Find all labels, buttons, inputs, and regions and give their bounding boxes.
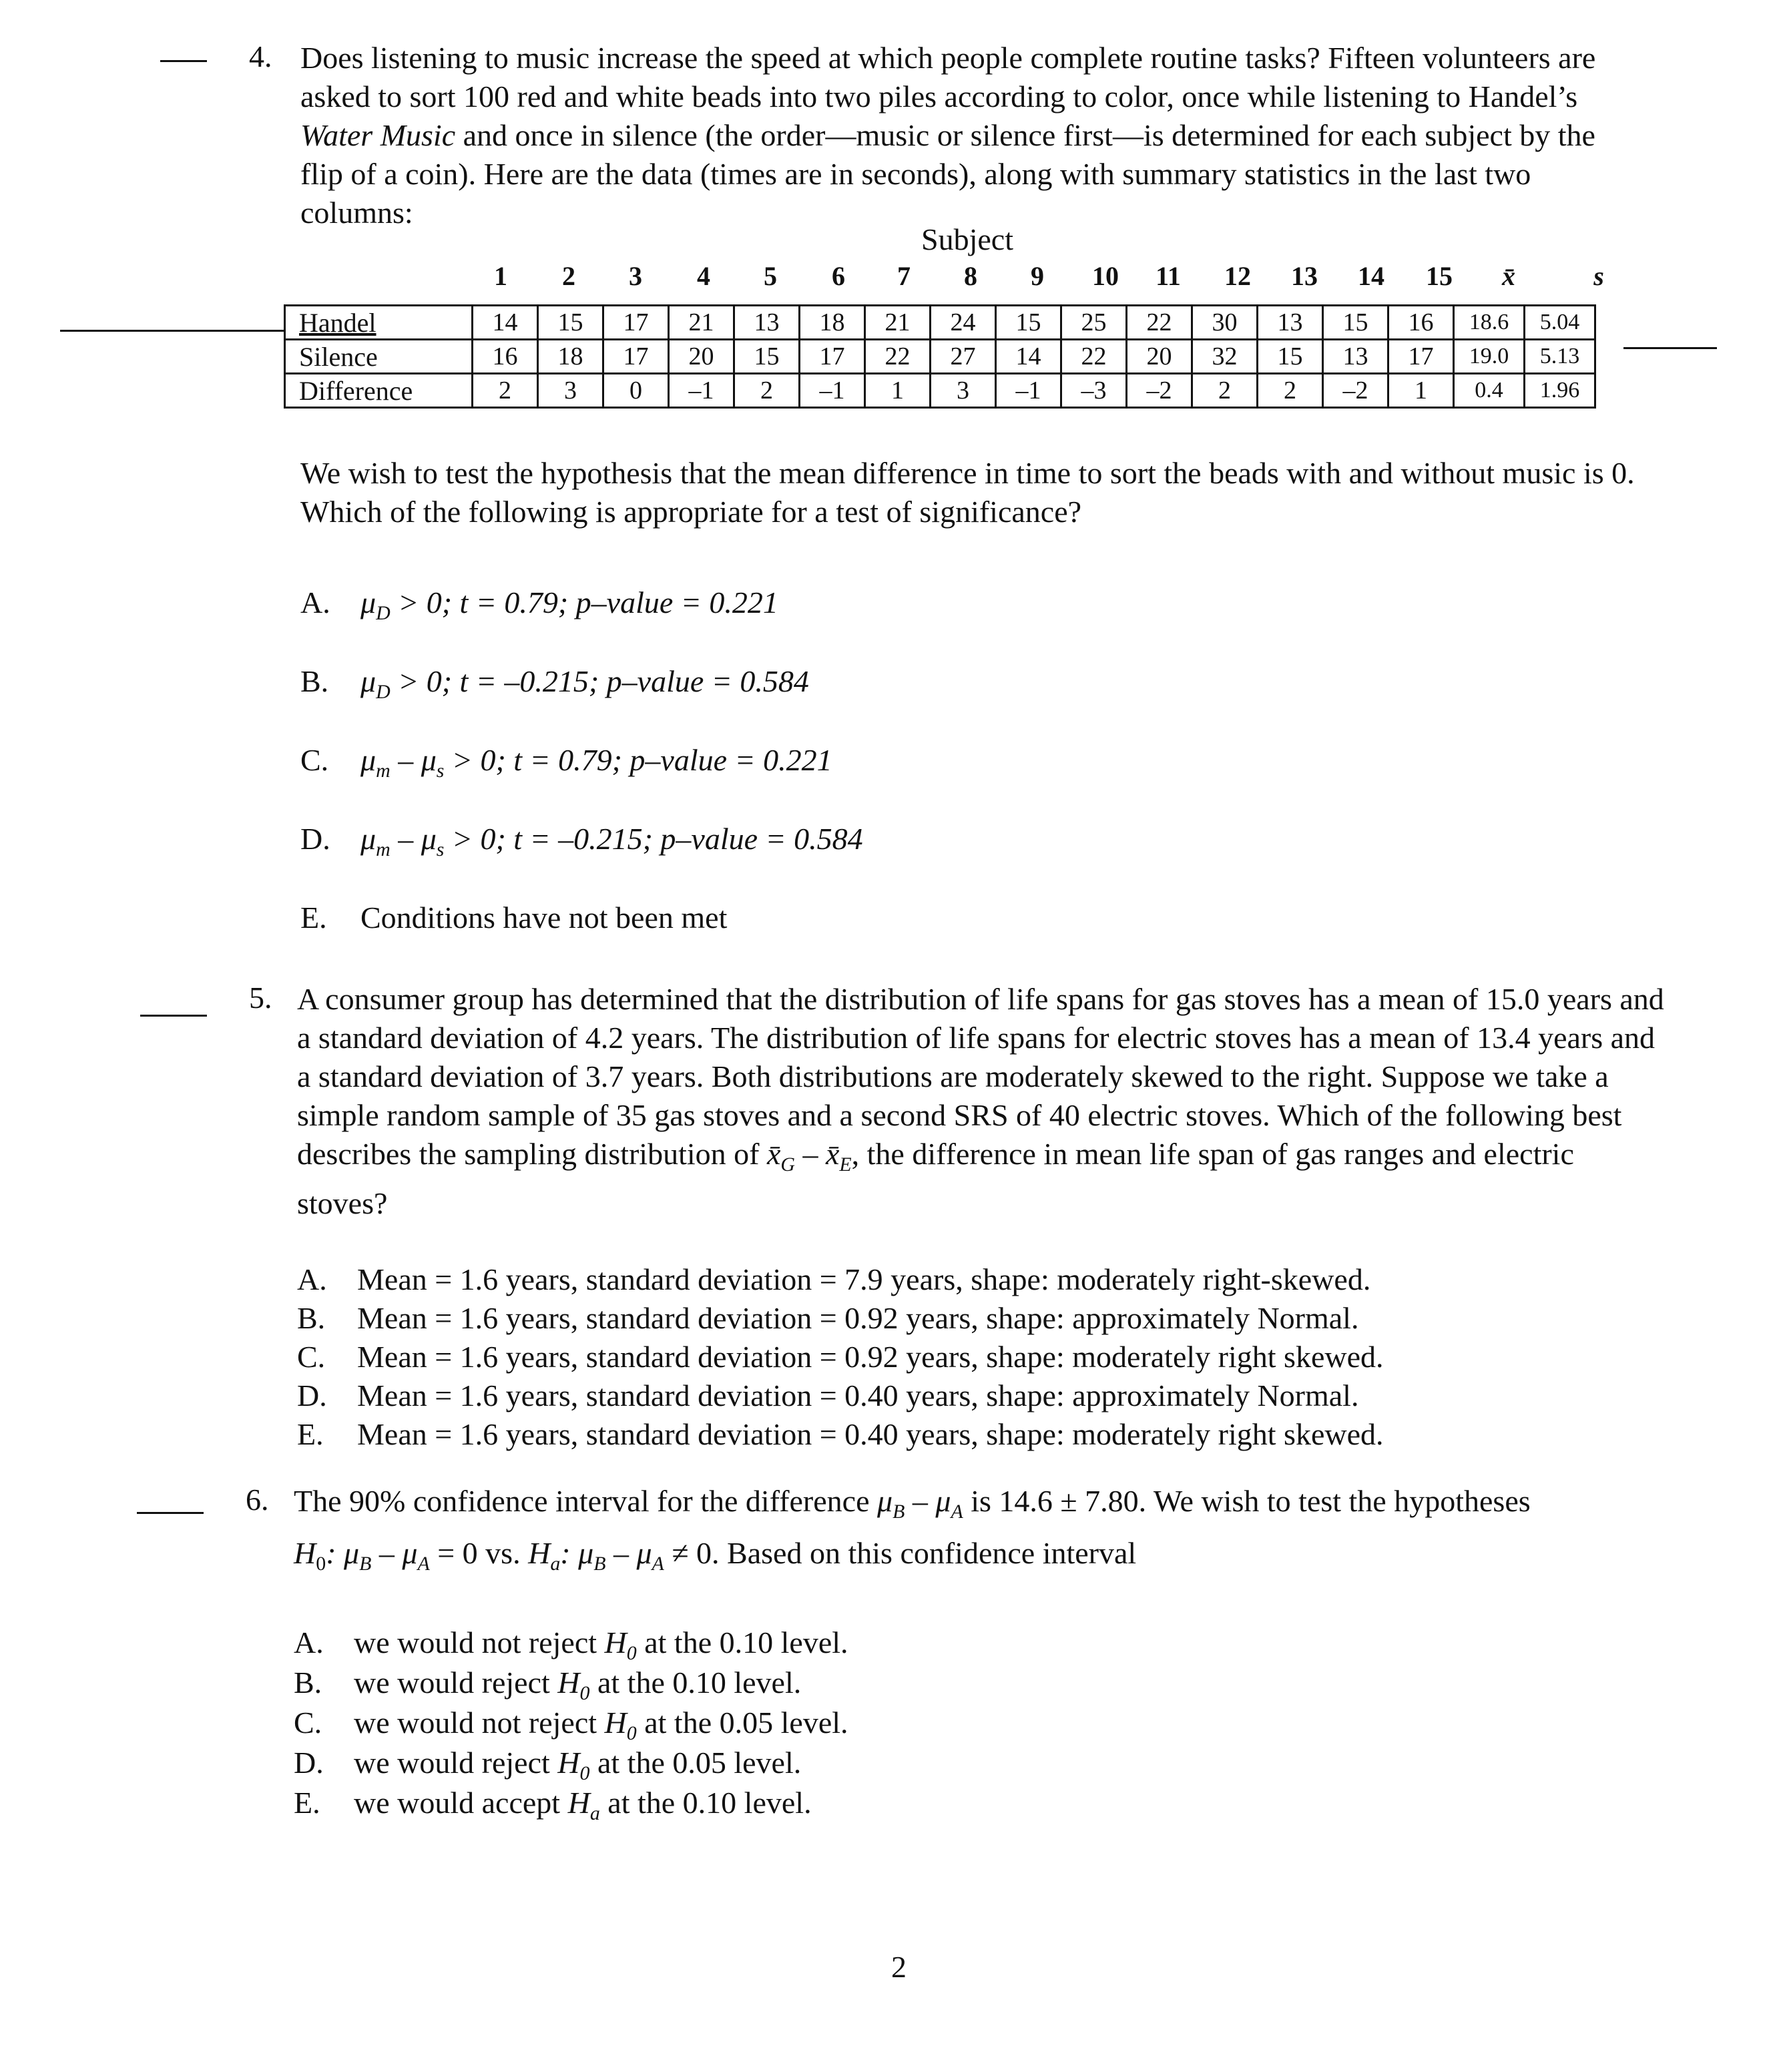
- option-label: E.: [294, 1786, 320, 1820]
- q6-line2: [294, 1534, 1136, 1583]
- cell: 3: [931, 374, 996, 408]
- cell: 15: [996, 306, 1061, 340]
- cell: 13: [1323, 340, 1388, 374]
- option-h: H: [557, 1665, 580, 1700]
- option-label: D.: [300, 822, 330, 856]
- ha-sub2: A: [652, 1553, 664, 1575]
- q4-text-italic: Water Music: [300, 118, 456, 152]
- option-sub: m: [376, 838, 391, 861]
- cell: 17: [800, 340, 865, 374]
- rule-left: [60, 330, 284, 332]
- option-text: > 0; t = –0.215; p–value = 0.584: [444, 822, 863, 856]
- cell: 15: [538, 306, 603, 340]
- option-pre: we would not reject: [354, 1625, 605, 1659]
- option-post: at the 0.05 level.: [636, 1706, 848, 1740]
- cell: 25: [1061, 306, 1127, 340]
- option-text: Mean = 1.6 years, standard deviation = 0.40 years, shape: moderately right skewed.: [357, 1417, 1384, 1451]
- cell: 3: [538, 374, 603, 408]
- cell: 17: [1388, 340, 1454, 374]
- cell-mean: 19.0: [1454, 340, 1525, 374]
- ha-expr: : μ: [560, 1536, 594, 1570]
- option-label: E.: [297, 1417, 324, 1451]
- col-number: 5: [764, 261, 777, 291]
- option-label: C.: [297, 1340, 326, 1374]
- table-row: [285, 340, 1595, 374]
- cell: 13: [1258, 306, 1323, 340]
- cell: 21: [669, 306, 734, 340]
- option-post: at the 0.10 level.: [589, 1665, 802, 1700]
- cell: 14: [996, 340, 1061, 374]
- q4-option-a: [300, 583, 778, 633]
- cell-mean: 0.4: [1454, 374, 1525, 408]
- q4-text-b: and once in silence (the order—music or silence first—is determined for each subject by the flip of a coin). Here are the data (times are in seconds), along with summary statistics in the last two columns:: [300, 118, 1595, 230]
- col-number: 9: [1031, 261, 1044, 291]
- q4-option-d: [300, 820, 863, 869]
- option-mid: – μ: [390, 822, 437, 856]
- option-sub2: s: [436, 838, 445, 861]
- option-h: H: [567, 1786, 590, 1820]
- option-text: > 0; t = –0.215; p–value = 0.584: [390, 664, 809, 698]
- ha-mid: – μ: [605, 1536, 652, 1570]
- cell: 27: [931, 340, 996, 374]
- option-text: Mean = 1.6 years, standard deviation = 0.92 years, shape: approximately Normal.: [357, 1301, 1359, 1335]
- cell: 17: [603, 340, 669, 374]
- option-param: μ: [360, 585, 376, 619]
- cell: 2: [734, 374, 800, 408]
- col-number: 8: [964, 261, 977, 291]
- option-label: B.: [294, 1665, 322, 1700]
- cell: 22: [1061, 340, 1127, 374]
- h0-symbol: H: [294, 1536, 316, 1570]
- answer-blank-q6: [137, 1512, 204, 1514]
- option-hsub: 0: [579, 1762, 590, 1785]
- q6-expr-mid: – μ: [905, 1484, 951, 1518]
- q5-text-b: , the difference in mean life span of gas ranges and electric stoves?: [297, 1137, 1574, 1221]
- option-param: μ: [360, 664, 376, 698]
- h0-sub2: A: [417, 1553, 430, 1575]
- ha-sub: a: [550, 1553, 561, 1575]
- cell: 22: [865, 340, 931, 374]
- q4-option-e: [300, 898, 727, 937]
- question-4-text: [300, 39, 1642, 232]
- q5-option-a: [297, 1260, 1370, 1299]
- ha-symbol: H: [528, 1536, 551, 1570]
- cell: 16: [473, 340, 538, 374]
- cell: –3: [1061, 374, 1127, 408]
- option-h: H: [604, 1706, 627, 1740]
- cell: 21: [865, 306, 931, 340]
- q6-expr: μ: [877, 1484, 893, 1518]
- q4-text-a: Does listening to music increase the speed at which people complete routine tasks? Fifteen volunteers are asked to sort 100 red and white beads into two piles according to color, once while listening to Handel’s: [300, 41, 1596, 113]
- row-label: Silence: [285, 340, 473, 374]
- option-param: μ: [360, 822, 376, 856]
- option-hsub: a: [589, 1802, 600, 1825]
- cell: 32: [1192, 340, 1258, 374]
- q6-expr-sub2: A: [951, 1501, 963, 1523]
- q4-prompt-line1: We wish to test the hypothesis that the mean difference in time to sort the beads with and without music is 0.: [300, 456, 1635, 490]
- table-row: [285, 306, 1595, 340]
- row-label: Handel: [285, 306, 473, 340]
- cell: 18: [538, 340, 603, 374]
- col-number: 6: [832, 261, 845, 291]
- q5-option-c: [297, 1338, 1384, 1376]
- col-number: 14: [1358, 261, 1384, 291]
- col-sd-symbol: s: [1593, 261, 1604, 291]
- cell: 1: [865, 374, 931, 408]
- question-number: 4.: [249, 39, 272, 73]
- row-label: Difference: [285, 374, 473, 408]
- q5-expr-mid: – x̄: [794, 1137, 840, 1171]
- data-table: [284, 304, 1596, 409]
- col-number: 10: [1092, 261, 1119, 291]
- option-label: A.: [300, 585, 330, 619]
- col-number: 13: [1291, 261, 1318, 291]
- col-number: 11: [1156, 261, 1181, 291]
- option-label: C.: [300, 743, 329, 777]
- option-pre: we would reject: [354, 1665, 558, 1700]
- cell: 2: [1258, 374, 1323, 408]
- q6-line1: [294, 1482, 1531, 1531]
- cell-mean: 18.6: [1454, 306, 1525, 340]
- q5-option-d: [297, 1376, 1358, 1415]
- h0-expr: : μ: [326, 1536, 360, 1570]
- table-subject-header: Subject: [921, 222, 1013, 256]
- h0-sub: 0: [316, 1553, 326, 1575]
- h0-sub1: B: [359, 1553, 372, 1575]
- cell-sd: 1.96: [1525, 374, 1595, 408]
- option-label: B.: [297, 1301, 326, 1335]
- q5-option-b: [297, 1299, 1358, 1338]
- q5-option-e: [297, 1415, 1384, 1454]
- q5-expr: x̄: [766, 1137, 781, 1171]
- cell: –2: [1323, 374, 1388, 408]
- question-5-text: [297, 980, 1666, 1223]
- option-sub2: s: [436, 760, 445, 782]
- cell: 24: [931, 306, 996, 340]
- option-mid: – μ: [390, 743, 437, 777]
- col-number: 7: [897, 261, 911, 291]
- option-pre: we would not reject: [354, 1706, 605, 1740]
- cell: 0: [603, 374, 669, 408]
- cell: 15: [1258, 340, 1323, 374]
- option-sub: m: [376, 760, 391, 782]
- cell: 30: [1192, 306, 1258, 340]
- col-number: 4: [697, 261, 710, 291]
- col-number: 2: [562, 261, 575, 291]
- cell: –2: [1127, 374, 1192, 408]
- option-sub: D: [376, 681, 391, 704]
- option-text: Conditions have not been met: [360, 900, 728, 935]
- option-label: D.: [297, 1378, 327, 1412]
- option-text: > 0; t = 0.79; p–value = 0.221: [390, 585, 778, 619]
- option-post: at the 0.10 level.: [599, 1786, 812, 1820]
- q5-expr-sub1: G: [780, 1153, 795, 1176]
- option-text: > 0; t = 0.79; p–value = 0.221: [444, 743, 832, 777]
- cell: 16: [1388, 306, 1454, 340]
- col-number: 12: [1224, 261, 1251, 291]
- option-text: Mean = 1.6 years, standard deviation = 0.92 years, shape: moderately right skewed.: [357, 1340, 1384, 1374]
- cell-sd: 5.13: [1525, 340, 1595, 374]
- h0-mid: – μ: [371, 1536, 418, 1570]
- cell-sd: 5.04: [1525, 306, 1595, 340]
- option-pre: we would reject: [354, 1746, 558, 1780]
- option-h: H: [557, 1746, 580, 1780]
- option-hsub: 0: [579, 1682, 590, 1705]
- col-number: 1: [494, 261, 507, 291]
- cell: 20: [1127, 340, 1192, 374]
- cell: 15: [734, 340, 800, 374]
- cell: –1: [996, 374, 1061, 408]
- col-number: 15: [1426, 261, 1453, 291]
- page-number: 2: [891, 1950, 907, 1984]
- option-h: H: [604, 1625, 627, 1659]
- question-number: 6.: [246, 1483, 269, 1517]
- cell: 18: [800, 306, 865, 340]
- option-param: μ: [360, 743, 376, 777]
- cell: 2: [473, 374, 538, 408]
- option-label: E.: [300, 900, 327, 935]
- q6-expr-sub1: B: [893, 1501, 905, 1523]
- cell: 22: [1127, 306, 1192, 340]
- ha-sub1: B: [593, 1553, 606, 1575]
- q6-text-b: is 14.6 ± 7.80. We wish to test the hypotheses: [963, 1484, 1531, 1518]
- q6-text-a: The 90% confidence interval for the difference: [294, 1484, 877, 1518]
- q4-prompt-line2: Which of the following is appropriate for a test of significance?: [300, 495, 1082, 529]
- option-label: C.: [294, 1706, 322, 1740]
- q4-option-c: [300, 741, 832, 790]
- col-mean-symbol: x̄: [1502, 261, 1515, 291]
- cell: 20: [669, 340, 734, 374]
- option-post: at the 0.05 level.: [589, 1746, 802, 1780]
- option-text: Mean = 1.6 years, standard deviation = 0.40 years, shape: approximately Normal.: [357, 1378, 1359, 1412]
- ha-rest: ≠ 0. Based on this confidence interval: [664, 1536, 1137, 1570]
- option-label: D.: [294, 1746, 324, 1780]
- h0-rest: = 0 vs.: [429, 1536, 529, 1570]
- table-row: [285, 374, 1595, 408]
- cell: 14: [473, 306, 538, 340]
- q5-text-a: A consumer group has determined that the distribution of life spans for gas stoves has a mean of 15.0 years and a standard deviation of 4.2 years. The distribution of life spans for electric stoves has a mean of 13.4 years and a standard deviation of 3.7 years. Both distributions are moderately skewed to the right. Suppose we take a simple random sample of 35 gas stoves and a second SRS of 40 electric stoves. Which of the following best describes the sampling distribution of: [297, 982, 1664, 1171]
- q4-option-b: [300, 662, 809, 712]
- col-number: 3: [629, 261, 642, 291]
- q6-option-e: [294, 1784, 812, 1833]
- question-number: 5.: [249, 981, 272, 1015]
- option-hsub: 0: [626, 1722, 637, 1745]
- cell: 2: [1192, 374, 1258, 408]
- option-sub: D: [376, 602, 391, 625]
- q5-expr-sub2: E: [839, 1153, 852, 1176]
- cell: 1: [1388, 374, 1454, 408]
- cell: –1: [669, 374, 734, 408]
- cell: 13: [734, 306, 800, 340]
- option-hsub: 0: [626, 1642, 637, 1665]
- rule-right: [1623, 347, 1717, 349]
- option-text: Mean = 1.6 years, standard deviation = 7.9 years, shape: moderately right-skewed.: [357, 1262, 1371, 1296]
- option-post: at the 0.10 level.: [636, 1625, 848, 1659]
- cell: 15: [1323, 306, 1388, 340]
- cell: –1: [800, 374, 865, 408]
- option-label: B.: [300, 664, 329, 698]
- cell: 17: [603, 306, 669, 340]
- option-pre: we would accept: [354, 1786, 568, 1820]
- option-label: A.: [297, 1262, 327, 1296]
- table-column-numbers: [0, 260, 1773, 294]
- answer-blank-q4: [160, 60, 207, 62]
- option-label: A.: [294, 1625, 324, 1659]
- answer-blank-q5: [140, 1015, 207, 1017]
